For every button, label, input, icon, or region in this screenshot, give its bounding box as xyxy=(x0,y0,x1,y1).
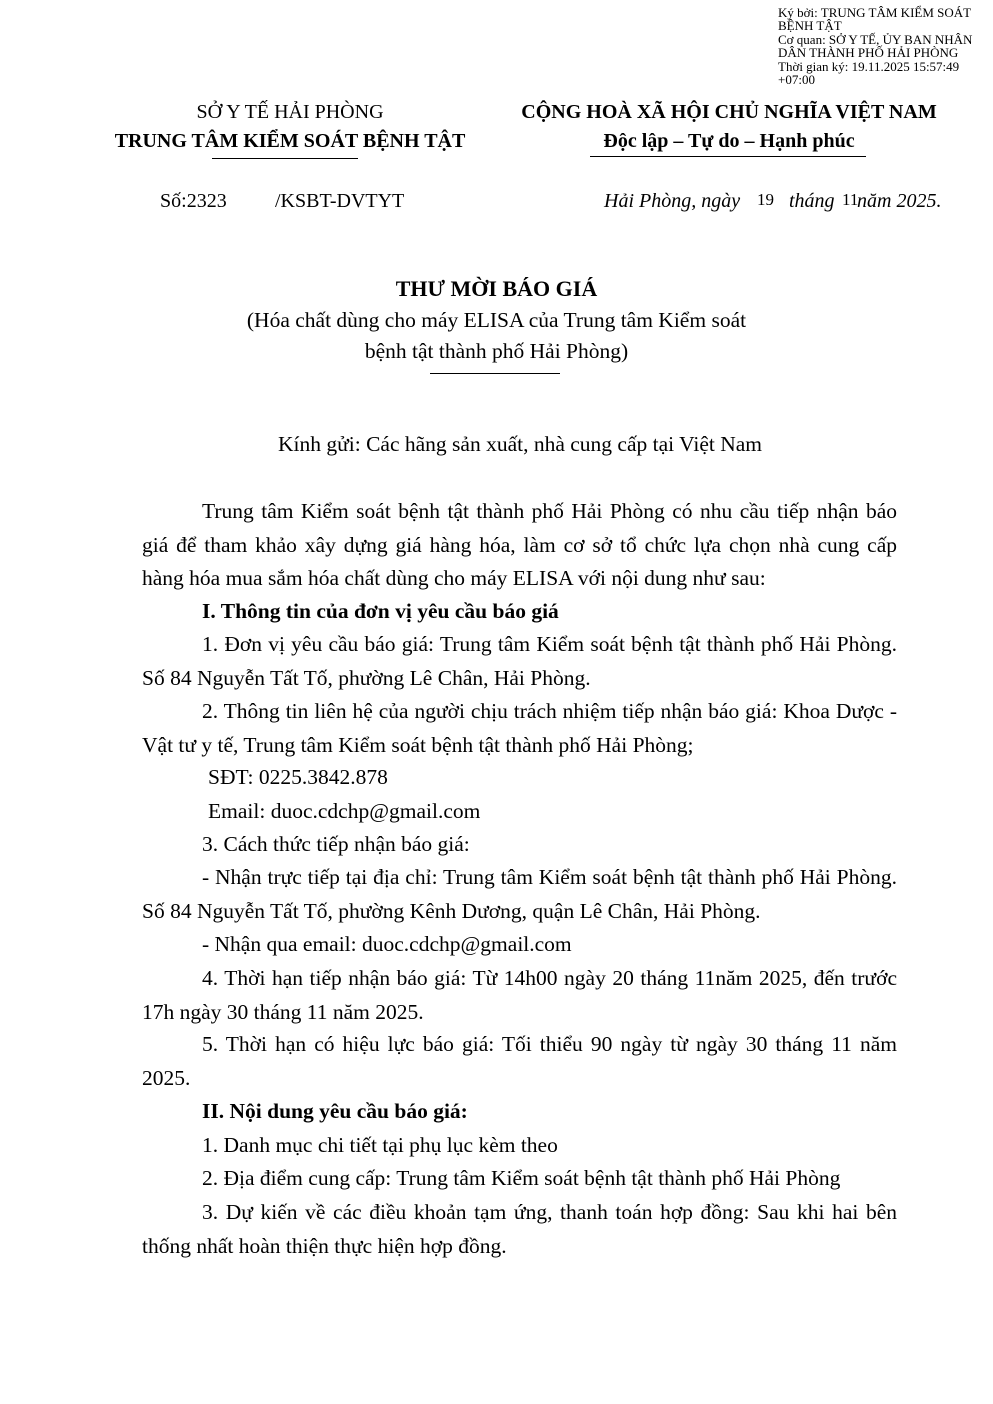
section2-heading: II. Nội dung yêu cầu báo giá: xyxy=(202,1099,468,1123)
doc-number-code: /KSBT-DVTYT xyxy=(275,190,405,212)
section1-heading: I. Thông tin của đơn vị yêu cầu báo giá xyxy=(202,599,559,623)
date-year: năm 2025. xyxy=(857,190,942,212)
date-month: 11 xyxy=(842,190,859,209)
header-left-underline xyxy=(212,158,358,159)
section2-item3: 3. Dự kiến về các điều khoản tạm ứng, thanh toán hợp đồng: Sau khi hai bên thống nhất hoàn thiện thực hiện hợp đồng. xyxy=(142,1200,897,1258)
doc-number-prefix: Số: xyxy=(160,190,187,212)
doc-number-value: 2323 xyxy=(186,190,227,212)
document-number xyxy=(160,189,227,213)
header-agency-name: TRUNG TÂM KIỂM SOÁT BỆNH TẬT xyxy=(114,130,466,152)
section1-item4: 4. Thời hạn tiếp nhận báo giá: Từ 14h00 ngày 20 tháng 11năm 2025, đến trước 17h ngày 30 tháng 11 năm 2025. xyxy=(142,966,897,1024)
contact-email: Email: duoc.cdchp@gmail.com xyxy=(208,799,481,823)
contact-phone: SĐT: 0225.3842.878 xyxy=(208,765,388,789)
national-motto: Độc lập – Tự do – Hạnh phúc xyxy=(603,130,855,152)
national-title: CỘNG HOÀ XÃ HỘI CHỦ NGHĨA VIỆT NAM xyxy=(521,101,937,123)
section1-item3: 3. Cách thức tiếp nhận báo giá: xyxy=(202,832,470,856)
signature-time: Thời gian ký: 19.11.2025 15:57:49 +07:00 xyxy=(778,58,960,88)
section2-item2: 2. Địa điểm cung cấp: Trung tâm Kiểm soát bệnh tật thành phố Hải Phòng xyxy=(202,1166,841,1190)
header-right-underline xyxy=(590,156,866,157)
section1-item2: 2. Thông tin liên hệ của người chịu trách nhiệm tiếp nhận báo giá: Khoa Dược - Vật tư y tế, Trung tâm Kiểm soát bệnh tật thành phố Hải Phòng; xyxy=(142,699,897,757)
recipient-line: Kính gửi: Các hãng sản xuất, nhà cung cấp tại Việt Nam xyxy=(277,432,763,456)
document-subtitle-line2: bệnh tật thành phố Hải Phòng) xyxy=(364,339,629,363)
section1-item1: 1. Đơn vị yêu cầu báo giá: Trung tâm Kiểm soát bệnh tật thành phố Hải Phòng. Số 84 Nguyễn Tất Tố, phường Lê Chân, Hải Phòng. xyxy=(142,632,897,690)
document-title: THƯ MỜI BÁO GIÁ xyxy=(395,276,598,301)
date-place: Hải Phòng, ngày xyxy=(604,190,741,212)
title-underline xyxy=(430,373,560,374)
date-day: 19 xyxy=(757,190,774,209)
intro-paragraph: Trung tâm Kiểm soát bệnh tật thành phố Hải Phòng có nhu cầu tiếp nhận báo giá để tham khảo xây dựng giá hàng hóa, làm cơ sở tổ chức lựa chọn nhà cung cấp hàng hóa mua sắm hóa chất dùng cho máy ELISA với nội dung như sau: xyxy=(142,499,897,590)
signature-agency: Cơ quan: SỞ Y TẾ, ỦY BAN NHÂN DÂN THÀNH PHỐ HẢI PHÒNG xyxy=(778,31,973,61)
section1-item3-email: - Nhận qua email: duoc.cdchp@gmail.com xyxy=(202,932,572,956)
document-subtitle-line1: (Hóa chất dùng cho máy ELISA của Trung tâm Kiểm soát xyxy=(246,308,747,332)
header-agency-parent: SỞ Y TẾ HẢI PHÒNG xyxy=(196,101,384,123)
digital-signature-block xyxy=(778,6,983,86)
section1-item5: 5. Thời hạn có hiệu lực báo giá: Tối thiểu 90 ngày từ ngày 30 tháng 11 năm 2025. xyxy=(142,1032,897,1090)
section2-item1: 1. Danh mục chi tiết tại phụ lục kèm theo xyxy=(202,1133,558,1157)
signature-signer: Ký bởi: TRUNG TÂM KIỂM SOÁT BỆNH TẬT xyxy=(778,5,971,34)
date-month-label: tháng xyxy=(789,190,835,212)
section1-item3-direct: - Nhận trực tiếp tại địa chỉ: Trung tâm Kiểm soát bệnh tật thành phố Hải Phòng. Số 84 Nguyễn Tất Tố, phường Kênh Dương, quận Lê Chân, Hải Phòng. xyxy=(142,865,897,923)
